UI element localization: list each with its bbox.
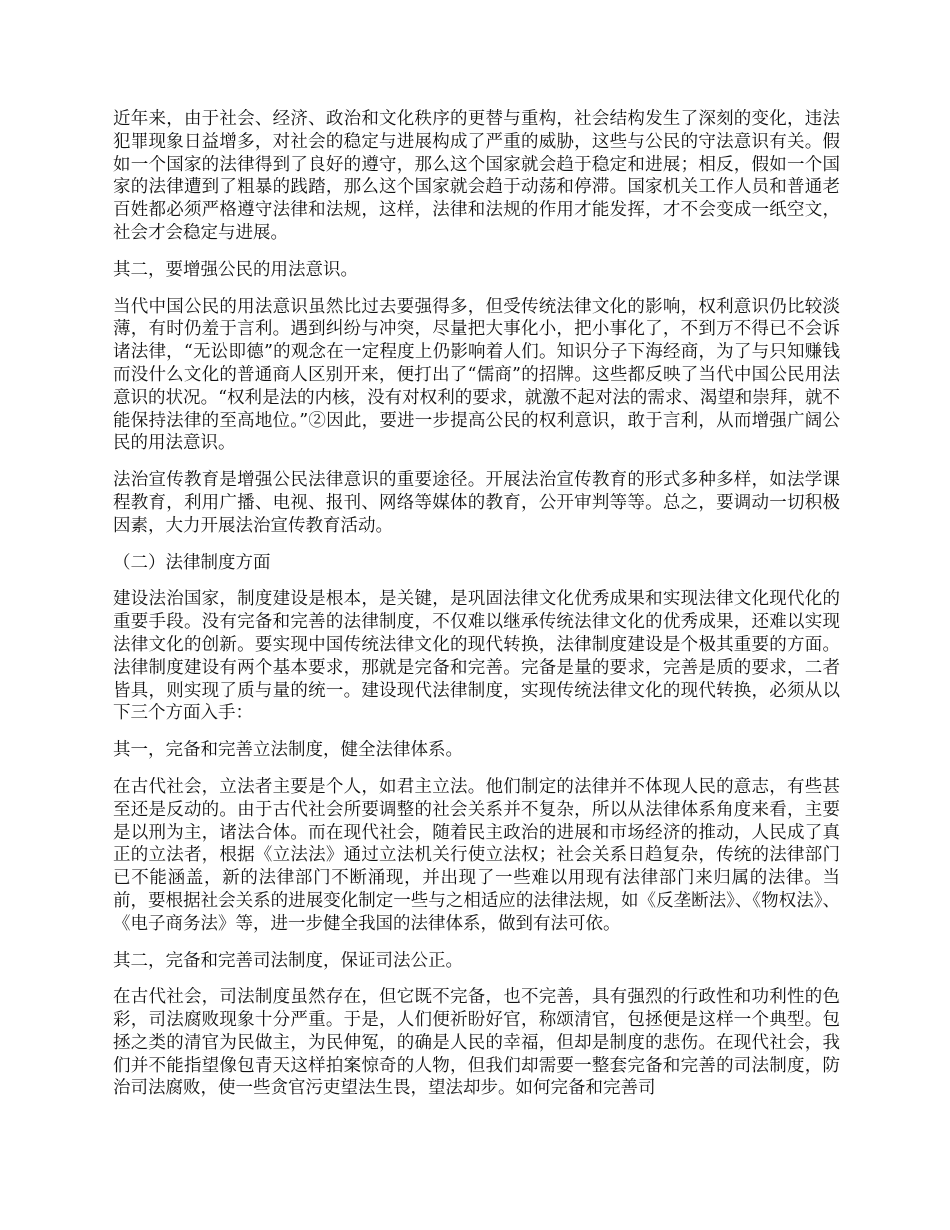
paragraph-legislation: 在古代社会，立法者主要是个人，如君主立法。他们制定的法律并不体现人民的意志，有些甚至还是反动的。由于古代社会所要调整的社会关系并不复杂，所以从法律体系角度来看，主要是以刑为主，诸法合体。而在现代社会，随着民主政治的进展和市场经济的推动，人民成了真正的立法者，根据《立法法》通过立法机关行使立法权；社会关系日趋复杂，传统的法律部门已不能涵盖，新的法律部门不断涌现，并出现了一些难以用现有法律部门来归属的法律。当前，要根据社会关系的进展变化制定一些与之相适应的法律法规，如《反垄断法》、《物权法》、《电子商务法》等，进一步健全我国的法律体系，做到有法可依。 bbox=[113, 776, 840, 934]
section-heading-legal-system: （二）法律制度方面 bbox=[113, 552, 271, 573]
paragraph-legal-education: 法治宣传教育是增强公民法律意识的重要途径。开展法治宣传教育的形式多种多样，如法学课程教育，利用广播、电视、报刊、网络等媒体的教育，公开审判等等。总之，要调动一切积极因素，大力开展法治宣传教育活动。 bbox=[113, 470, 840, 536]
section-heading-judiciary: 其二，完备和完善司法制度，保证司法公正。 bbox=[113, 950, 463, 971]
paragraph-judiciary: 在古代社会，司法制度虽然存在，但它既不完备，也不完善，具有强烈的行政性和功利性的色彩，司法腐败现象十分严重。于是，人们便祈盼好官，称颂清官，包拯便是这样一个典型。包拯之类的清官为民做主，为民伸冤，的确是人民的幸福，但却是制度的悲伤。在现代社会，我们并不能指望像包青天这样拍案惊奇的人物，但我们却需要一整套完备和完善的司法制度，防治司法腐败，使一些贪官污吏望法生畏，望法却步。如何完备和完善司 bbox=[113, 987, 840, 1099]
section-heading-usage-awareness: 其二，要增强公民的用法意识。 bbox=[113, 259, 358, 280]
section-heading-legislation: 其一，完备和完善立法制度，健全法律体系。 bbox=[113, 740, 463, 761]
paragraph-intro: 近年来，由于社会、经济、政治和文化秩序的更替与重构，社会结构发生了深刻的变化，违法犯罪现象日益增多，对社会的稳定与进展构成了严重的威胁，这些与公民的守法意识有关。假如一个国家的法律得到了良好的遵守，那么这个国家就会趋于稳定和进展；相反，假如一个国家的法律遭到了粗暴的践踏，那么这个国家就会趋于动荡和停滞。国家机关工作人员和普通老百姓都必须严格遵守法律和法规，这样，法律和法规的作用才能发挥，才不会变成一纸空文，社会才会稳定与进展。 bbox=[113, 109, 840, 243]
document-body bbox=[113, 108, 840, 1114]
paragraph-legal-system: 建设法治国家，制度建设是根本，是关键，是巩固法律文化优秀成果和实现法律文化现代化的重要手段。没有完备和完善的法律制度，不仅难以继承传统法律文化的优秀成果，还难以实现法律文化的创新。要实现中国传统法律文化的现代转换，法律制度建设是个极其重要的方面。法律制度建设有两个基本要求，那就是完备和完善。完备是量的要求，完善是质的要求，二者皆具，则实现了质与量的统一。建设现代法律制度，实现传统法律文化的现代转换，必须从以下三个方面入手： bbox=[113, 589, 840, 724]
paragraph-usage-awareness: 当代中国公民的用法意识虽然比过去要强得多，但受传统法律文化的影响，权利意识仍比较淡薄，有时仍羞于言利。遇到纠纷与冲突，尽量把大事化小，把小事化了，不到万不得已不会诉诸法律，“无讼即德”的观念在一定程度上仍影响着人们。知识分子下海经商，为了与只知赚钱而没什么文化的普通商人区别开来，便打出了“儒商”的招牌。这些都反映了当代中国公民用法意识的状况。“权利是法的内核，没有对权利的要求，就激不起对法的需求、渴望和崇拜，就不能保持法律的至高地位。”②因此，要进一步提高公民的权利意识，敢于言利，从而增强广阔公民的用法意识。 bbox=[113, 296, 840, 454]
